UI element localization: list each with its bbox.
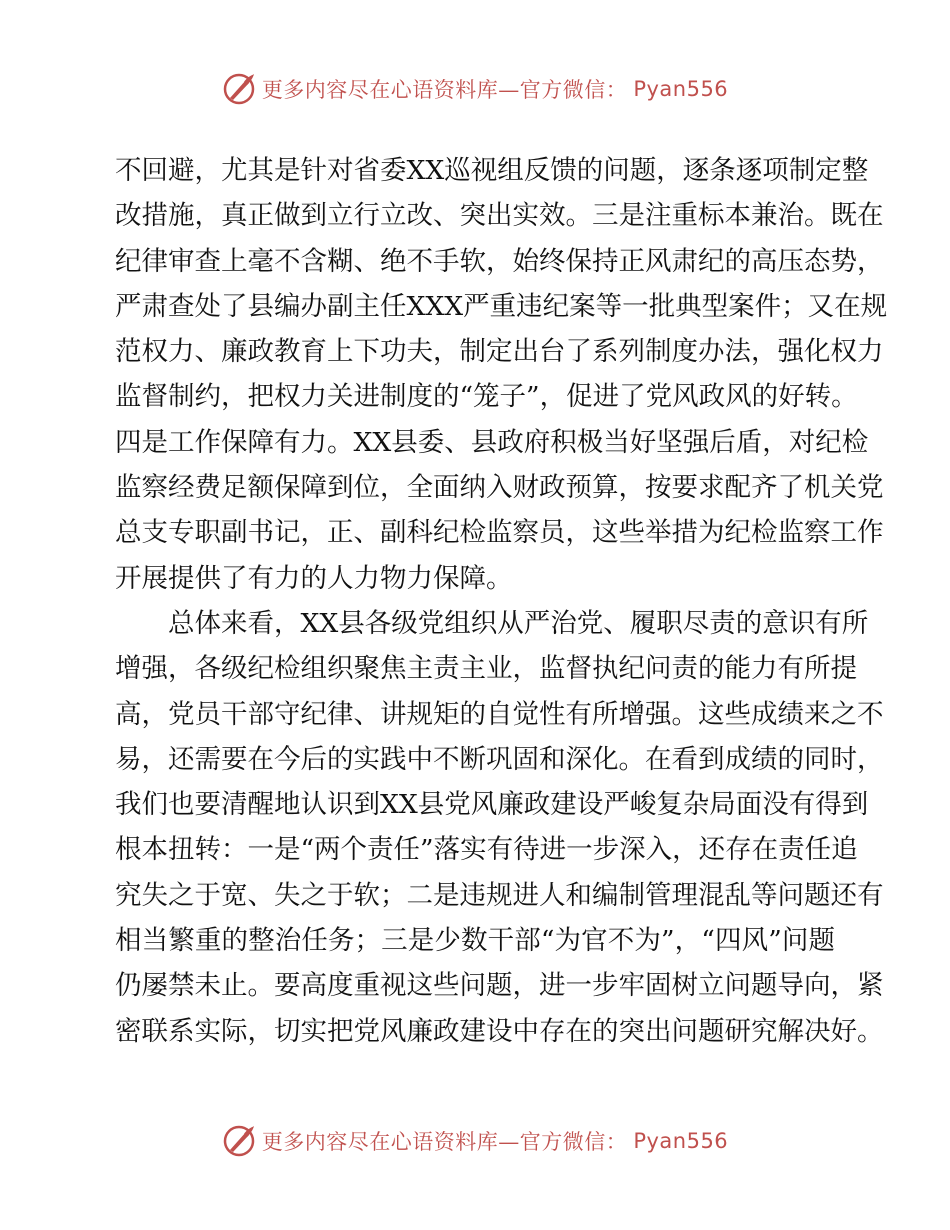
text-line: 监督制约，把权力关进制度的“笼子”，促进了党风政风的好转。	[115, 381, 858, 413]
footer-banner	[0, 1124, 950, 1158]
text-line: 开展提供了有力的人力物力保障。	[115, 562, 513, 594]
paragraph-1	[115, 148, 888, 601]
text-line: 监察经费足额保障到位，全面纳入财政预算，按要求配齐了机关党	[115, 472, 884, 504]
text-line: 相当繁重的整治任务；三是少数干部“为官不为”，“四风”问题	[115, 925, 835, 957]
quill-logo-icon	[222, 72, 256, 106]
footer-wechat-id: Pyan556	[633, 1129, 729, 1153]
quill-logo-icon	[222, 1124, 256, 1158]
text-line: 总支专职副书记，正、副科纪检监察员，这些举措为纪检监察工作	[115, 517, 884, 549]
text-line: 改措施，真正做到立行立改、突出实效。三是注重标本兼治。既在	[115, 200, 884, 232]
header-banner	[0, 72, 950, 106]
text-line: 密联系实际，切实把党风廉政建设中存在的突出问题研究解决好。	[115, 1015, 884, 1047]
text-line: 增强，各级纪检组织聚焦主责主业，监督执纪问责的能力有所提	[115, 653, 857, 685]
text-line: 根本扭转：一是“两个责任”落实有待进一步深入，还存在责任追	[115, 834, 858, 866]
text-line: 严肃查处了县编办副主任XXX严重违纪案等一批典型案件；又在规	[115, 290, 888, 322]
text-line: 究失之于宽、失之于软；二是违规进人和编制管理混乱等问题还有	[115, 879, 884, 911]
paragraph-2	[115, 601, 884, 1054]
text-line: 范权力、廉政教育上下功夫，制定出台了系列制度办法，强化权力	[115, 336, 884, 368]
text-line: 四是工作保障有力。XX县委、县政府积极当好坚强后盾，对纪检	[115, 426, 869, 458]
text-line: 仍屡禁未止。要高度重视这些问题，进一步牢固树立问题导向，紧	[115, 970, 884, 1002]
header-banner-text: 更多内容尽在心语资料库—官方微信：	[261, 78, 628, 102]
text-line: 总体来看，XX县各级党组织从严治党、履职尽责的意识有所	[168, 607, 869, 639]
text-line: 高，党员干部守纪律、讲规矩的自觉性有所增强。这些成绩来之不	[115, 698, 884, 730]
document-body	[115, 148, 888, 1054]
header-wechat-id: Pyan556	[633, 77, 729, 101]
footer-banner-text: 更多内容尽在心语资料库—官方微信：	[261, 1130, 628, 1154]
text-line: 我们也要清醒地认识到XX县党风廉政建设严峻复杂局面没有得到	[115, 789, 869, 821]
text-line: 纪律审查上毫不含糊、绝不手软，始终保持正风肃纪的高压态势，	[115, 245, 884, 277]
text-line: 不回避，尤其是针对省委XX巡视组反馈的问题，逐条逐项制定整	[115, 155, 869, 186]
text-line: 易，还需要在今后的实践中不断巩固和深化。在看到成绩的同时，	[115, 743, 884, 775]
